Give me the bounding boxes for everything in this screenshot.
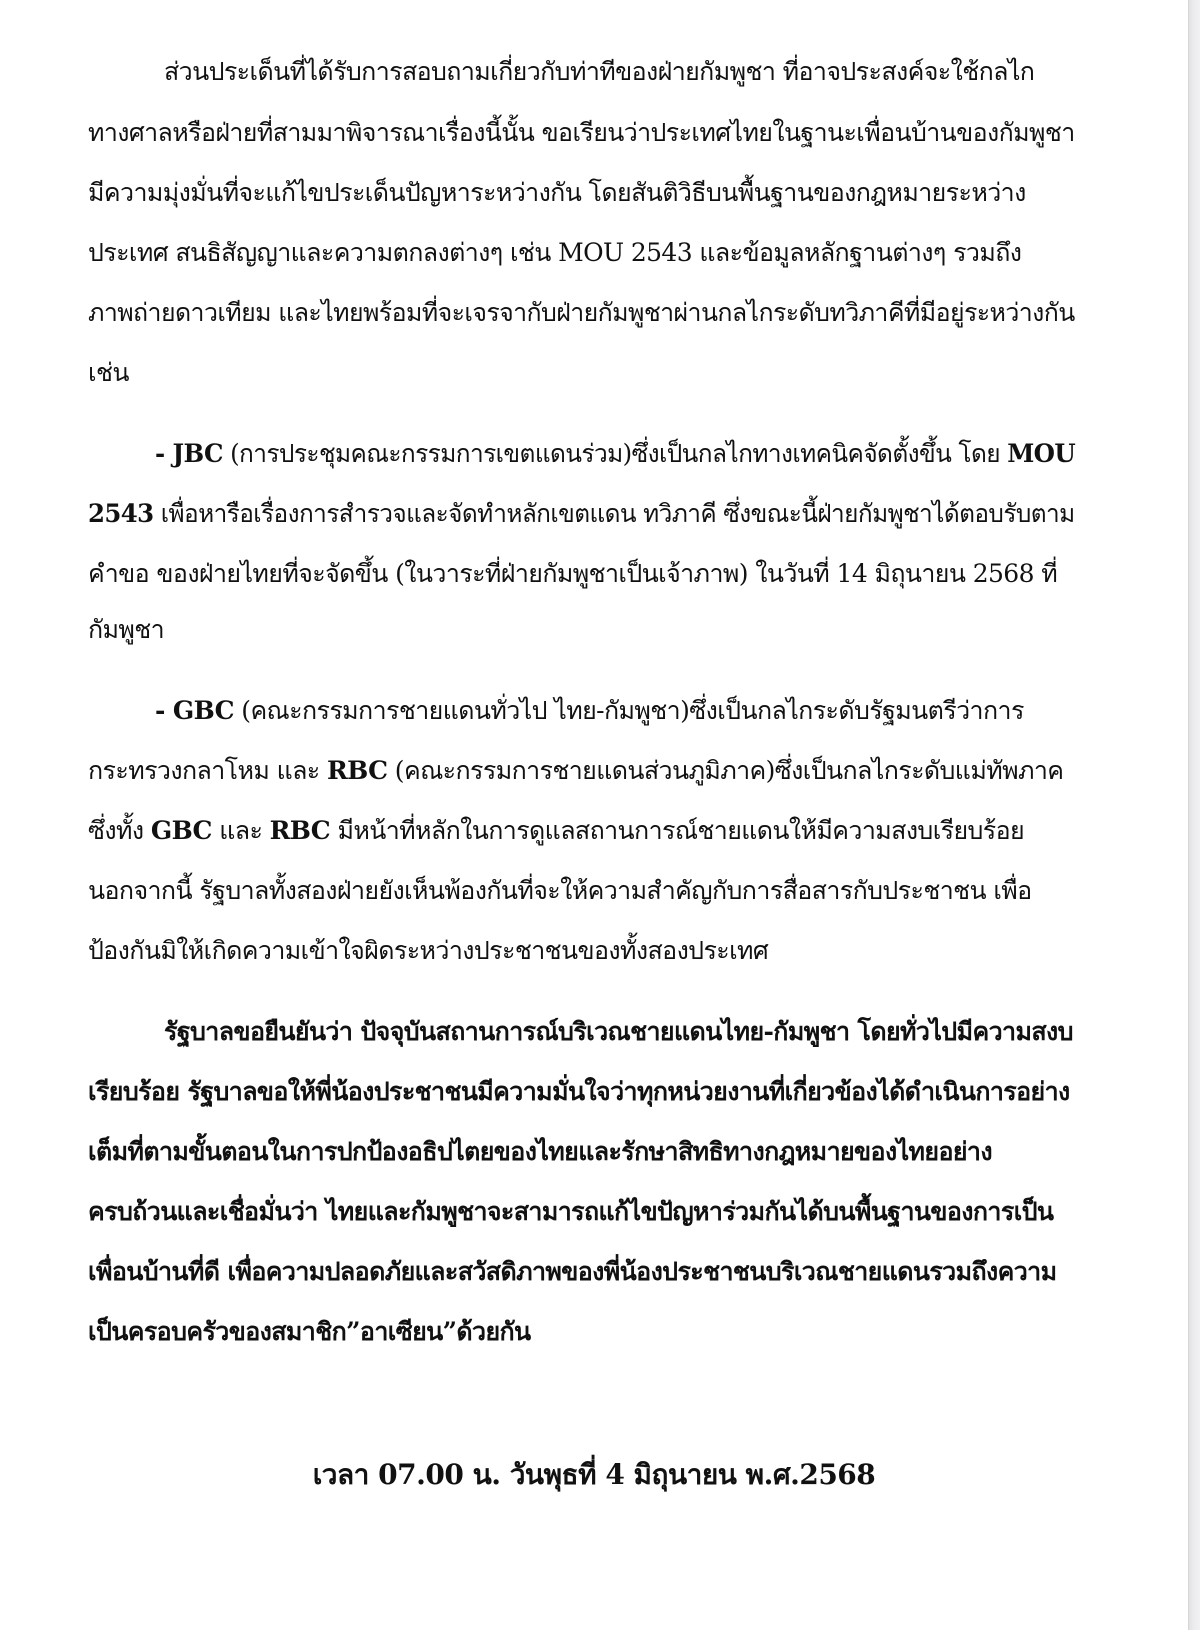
acronym-jbc: JBC bbox=[172, 439, 223, 468]
text-line: ทางศาลหรือฝ่ายที่สามมาพิจารณาเรื่องนี้นั้น ขอเรียนว่าประเทศไทยในฐานะเพื่อนบ้านของกัมพูชา bbox=[88, 118, 1075, 147]
gbc-description: (คณะกรรมการชายแดนทั่วไป ไทย-กัมพูชา)ซึ่งเป็นกลไกระดับรัฐมนตรีว่าการ bbox=[233, 696, 1024, 725]
text-segment: มีหน้าที่หลักในการดูแลสถานการณ์ชายแดนให้มีความสงบเรียบร้อย bbox=[330, 816, 1025, 845]
text-line: มีความมุ่งมั่นที่จะแก้ไขประเด็นปัญหาระหว่างกัน โดยสันติวิธีบนพื้นฐานของกฎหมายระหว่าง bbox=[88, 178, 1026, 207]
text-line: เต็มที่ตามขั้นตอนในการปกป้องอธิปไตยของไทยและรักษาสิทธิทางกฎหมายของไทยอย่าง bbox=[88, 1137, 992, 1166]
rbc-description: (คณะกรรมการชายแดนส่วนภูมิภาค)ซึ่งเป็นกลไกระดับแม่ทัพภาค bbox=[387, 756, 1064, 785]
statement-timestamp: เวลา 07.00 น. วันพุธที่ 4 มิถุนายน พ.ศ.2568 bbox=[312, 1458, 876, 1491]
text-line: ภาพถ่ายดาวเทียม และไทยพร้อมที่จะเจรจากับฝ่ายกัมพูชาผ่านกลไกระดับทวิภาคีที่มีอยู่ระหว่างกัน bbox=[88, 298, 1075, 327]
text-line: ประเทศ สนธิสัญญาและความตกลงต่างๆ เช่น MOU 2543 และข้อมูลหลักฐานต่างๆ รวมถึง bbox=[88, 238, 1022, 267]
text-line bbox=[88, 754, 1063, 788]
text-line: เพื่อนบ้านที่ดี เพื่อความปลอดภัยและสวัสดิภาพของพี่น้องประชาชนบริเวณชายแดนรวมถึงความ bbox=[88, 1257, 1057, 1286]
text-line: คำขอ ของฝ่ายไทยที่จะจัดขึ้น (ในวาระที่ฝ่ายกัมพูชาเป็นเจ้าภาพ) ในวันที่ 14 มิถุนายน 2568 ที่ bbox=[88, 559, 1058, 588]
acronym-gbc: GBC bbox=[150, 816, 212, 845]
bullet-dash: - bbox=[155, 439, 173, 468]
text-line: กัมพูชา bbox=[88, 615, 165, 644]
text-line: เช่น bbox=[88, 358, 129, 387]
text-line: รัฐบาลขอยืนยันว่า ปัจจุบันสถานการณ์บริเวณชายแดนไทย-กัมพูชา โดยทั่วไปมีความสงบ bbox=[164, 1017, 1073, 1046]
text-line bbox=[88, 814, 1024, 848]
acronym-mou: MOU bbox=[1007, 439, 1076, 468]
text-line bbox=[88, 497, 1075, 531]
text-line: เป็นครอบครัวของสมาชิก”อาเซียน”ด้วยกัน bbox=[88, 1317, 531, 1346]
acronym-rbc: RBC bbox=[269, 816, 331, 845]
text-line: ส่วนประเด็นที่ได้รับการสอบถามเกี่ยวกับท่าทีของฝ่ายกัมพูชา ที่อาจประสงค์จะใช้กลไก bbox=[164, 57, 1035, 86]
mou-year: 2543 bbox=[88, 499, 154, 528]
text-line bbox=[155, 437, 1075, 471]
text-line: เรียบร้อย รัฐบาลขอให้พี่น้องประชาชนมีความมั่นใจว่าทุกหน่วยงานที่เกี่ยวข้องได้ดำเนินการอย่าง bbox=[88, 1077, 1070, 1106]
acronym-gbc: GBC bbox=[172, 696, 234, 725]
text-line: ครบถ้วนและเชื่อมั่นว่า ไทยและกัมพูชาจะสามารถแก้ไขปัญหาร่วมกันได้บนพื้นฐานของการเป็น bbox=[88, 1197, 1054, 1226]
text-segment: กระทรวงกลาโหม และ bbox=[88, 756, 327, 785]
text-segment: และ bbox=[211, 816, 270, 845]
text-line bbox=[155, 694, 1024, 728]
jbc-description-cont: เพื่อหารือเรื่องการสำรวจและจัดทำหลักเขตแดน ทวิภาคี ซึ่งขณะนี้ฝ่ายกัมพูชาได้ตอบรับตาม bbox=[153, 499, 1075, 528]
text-line: นอกจากนี้ รัฐบาลทั้งสองฝ่ายยังเห็นพ้องกันที่จะให้ความสำคัญกับการสื่อสารกับประชาชน เพื่อ bbox=[88, 876, 1032, 905]
text-line: ป้องกันมิให้เกิดความเข้าใจผิดระหว่างประชาชนของทั้งสองประเทศ bbox=[88, 936, 769, 965]
page-edge-strip bbox=[1188, 0, 1200, 1630]
acronym-rbc: RBC bbox=[326, 756, 388, 785]
bullet-dash: - bbox=[155, 696, 173, 725]
jbc-description: (การประชุมคณะกรรมการเขตแดนร่วม)ซึ่งเป็นกลไกทางเทคนิคจัดตั้งขึ้น โดย bbox=[222, 439, 1008, 468]
text-segment: ซึ่งทั้ง bbox=[88, 816, 151, 845]
